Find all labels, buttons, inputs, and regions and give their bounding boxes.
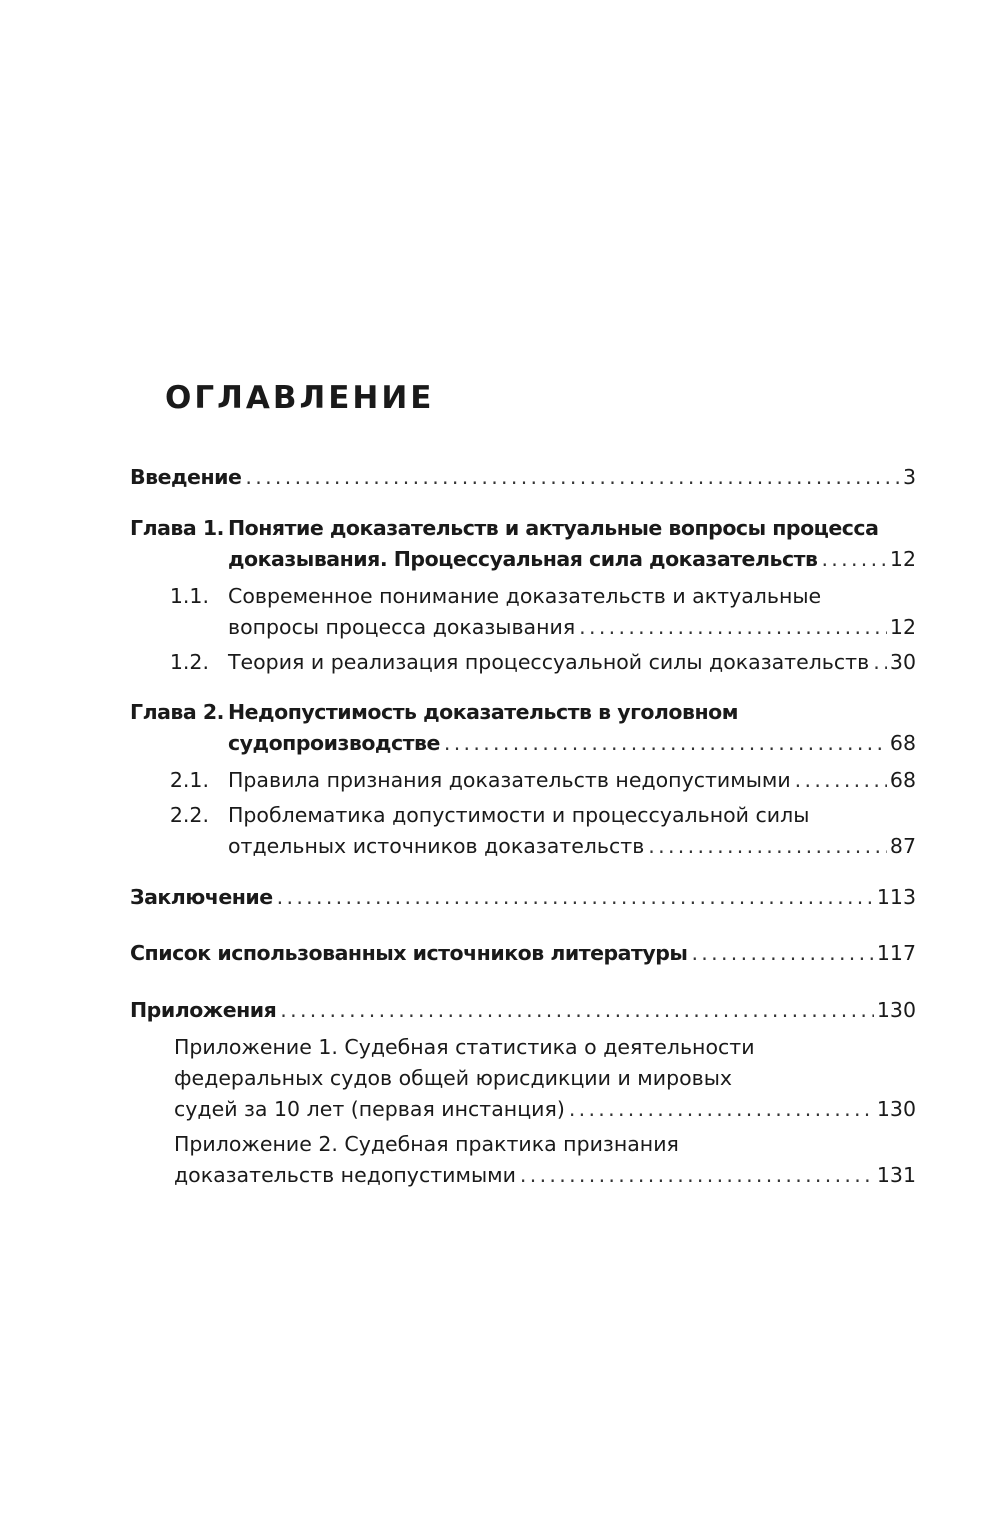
section-title-line: вопросы процесса доказывания	[228, 615, 576, 639]
dot-leader	[245, 462, 900, 493]
section-title-line: Проблематика допустимости и процессуальной силы	[228, 803, 810, 827]
table-of-contents	[130, 462, 916, 1191]
toc-entry-section-1-2[interactable]	[130, 647, 916, 678]
toc-page-number: 131	[876, 1163, 916, 1187]
toc-page-number: 113	[876, 885, 916, 909]
toc-entry-label: Приложения	[130, 998, 277, 1022]
section-number: 2.1.	[169, 768, 209, 792]
toc-entry-label: Введение	[130, 465, 242, 489]
dot-leader	[795, 765, 887, 796]
chapter-number: Глава 2.	[130, 700, 224, 724]
toc-entry-chapter-1[interactable]	[130, 513, 916, 575]
toc-entry-section-1-1[interactable]	[130, 581, 916, 643]
dot-leader	[569, 1094, 874, 1125]
section-title-line: Теория и реализация процессуальной силы доказательств	[228, 650, 870, 674]
section-title-line: Правила признания доказательств недопустимыми	[228, 768, 791, 792]
section-title-line: Современное понимание доказательств и актуальные	[228, 584, 822, 608]
dot-leader	[579, 612, 887, 643]
toc-entry-intro[interactable]	[130, 462, 916, 493]
chapter-title-line: Понятие доказательств и актуальные вопросы процесса	[228, 516, 879, 540]
toc-entry-appendices[interactable]	[130, 995, 916, 1026]
toc-page-number: 68	[889, 731, 916, 755]
section-number: 2.2.	[169, 803, 209, 827]
toc-chapter-2-group	[130, 697, 916, 862]
toc-chapter-1-group	[130, 513, 916, 678]
toc-entry-section-2-2[interactable]	[130, 800, 916, 862]
toc-entry-appendix-2[interactable]	[130, 1129, 916, 1191]
toc-page-number: 30	[889, 650, 916, 674]
section-number: 1.2.	[169, 650, 209, 674]
dot-leader	[873, 647, 887, 678]
appendix-title-line: доказательств недопустимыми	[174, 1163, 516, 1187]
toc-page-number: 130	[876, 1097, 916, 1121]
dot-leader	[280, 995, 874, 1026]
dot-leader	[648, 831, 887, 862]
toc-page-number: 87	[889, 834, 916, 858]
section-number: 1.1.	[169, 584, 209, 608]
toc-page-number: 12	[889, 615, 916, 639]
dot-leader	[444, 728, 887, 759]
toc-entry-conclusion[interactable]	[130, 882, 916, 913]
toc-entry-appendix-1[interactable]	[130, 1032, 916, 1125]
toc-entry-label: Список использованных источников литературы	[130, 941, 688, 965]
appendix-title-line: Приложение 1. Судебная статистика о деятельности	[174, 1035, 755, 1059]
toc-page-number: 130	[876, 998, 916, 1022]
toc-entry-section-2-1[interactable]	[130, 765, 916, 796]
appendix-title-line: Приложение 2. Судебная практика признания	[174, 1132, 679, 1156]
toc-title: ОГЛАВЛЕНИЕ	[165, 380, 435, 416]
toc-page-number: 117	[876, 941, 916, 965]
toc-appendices-group	[130, 995, 916, 1191]
dot-leader	[520, 1160, 874, 1191]
toc-entry-label: Заключение	[130, 885, 273, 909]
chapter-number: Глава 1.	[130, 516, 224, 540]
chapter-title-line: доказывания. Процессуальная сила доказательств	[228, 547, 818, 571]
toc-page-number: 3	[902, 465, 916, 489]
appendix-title-line: федеральных судов общей юрисдикции и мировых	[174, 1066, 733, 1090]
chapter-title-line: судопроизводстве	[228, 731, 440, 755]
dot-leader	[821, 544, 886, 575]
section-title-line: отдельных источников доказательств	[228, 834, 645, 858]
toc-page-number: 68	[889, 768, 916, 792]
toc-page-number: 12	[889, 547, 916, 571]
toc-entry-literature[interactable]	[130, 938, 916, 969]
appendix-title-line: судей за 10 лет (первая инстанция)	[174, 1097, 565, 1121]
dot-leader	[691, 938, 873, 969]
toc-entry-chapter-2[interactable]	[130, 697, 916, 759]
dot-leader	[277, 882, 874, 913]
chapter-title-line: Недопустимость доказательств в уголовном	[228, 700, 738, 724]
